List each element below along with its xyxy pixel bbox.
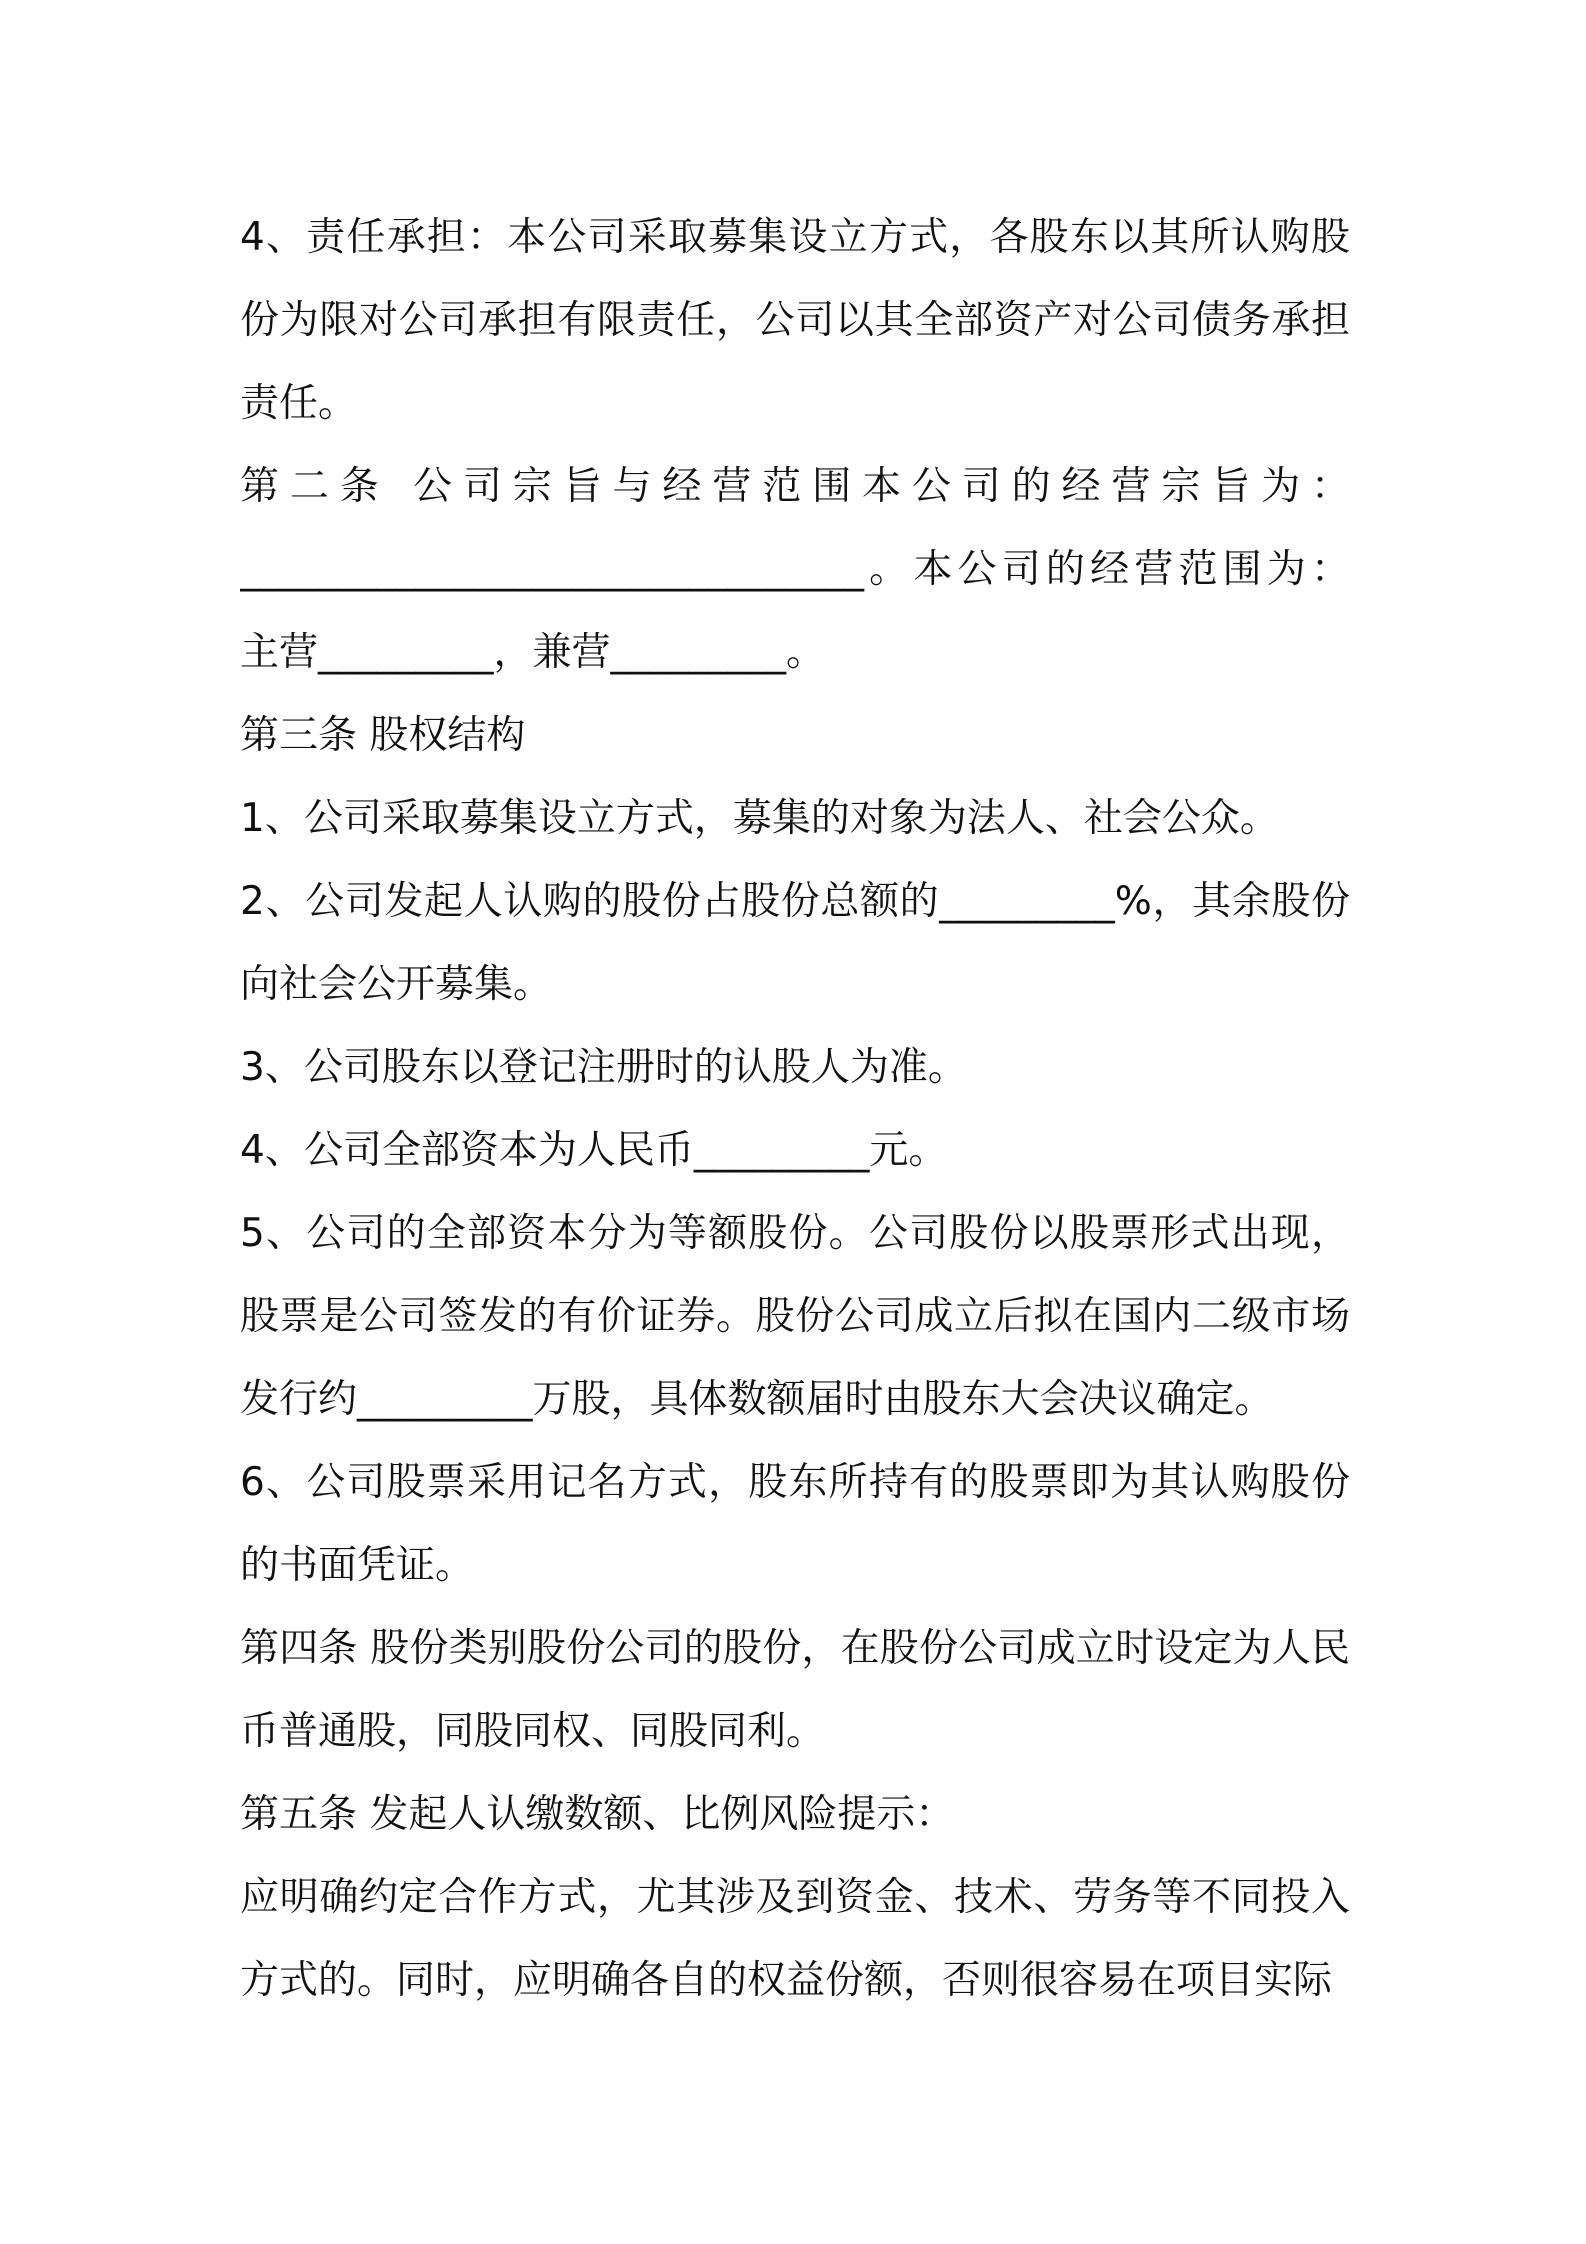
article-4: 第四条 股份类别股份公司的股份，在股份公司成立时设定为人民币普通股，同股同权、同股同利。	[240, 1626, 1350, 1754]
paragraph-3-5: 5、公司的全部资本分为等额股份。公司股份以股票形式出现，股票是公司签发的有价证券。股份公司成立后拟在国内二级市场发行约_________万股，具体数额届时由股东大会决议确定。	[240, 1211, 1350, 1422]
paragraph-3-4: 4、公司全部资本为人民币_________元。	[240, 1128, 948, 1173]
paragraph-3-3: 3、公司股东以登记注册时的认股人为准。	[240, 1045, 967, 1090]
article-3-heading: 第三条 股权结构	[240, 713, 526, 758]
article-2-scope: 主营_________，兼营_________。	[240, 630, 826, 675]
paragraph-3-2: 2、公司发起人认购的股份占股份总额的_________%，其余股份向社会公开募集。	[240, 879, 1350, 1007]
article-2-purpose-blank: ________________________________。本公司的经营范围为：	[240, 547, 1350, 592]
paragraph-liability: 4、责任承担：本公司采取募集设立方式，各股东以其所认购股份为限对公司承担有限责任，公司以其全部资产对公司债务承担责任。	[240, 215, 1350, 426]
paragraph-3-6: 6、公司股票采用记名方式，股东所持有的股票即为其认购股份的书面凭证。	[240, 1460, 1350, 1588]
article-5-heading: 第五条 发起人认缴数额、比例风险提示：	[240, 1792, 955, 1837]
paragraph-3-1: 1、公司采取募集设立方式，募集的对象为法人、社会公众。	[240, 796, 1279, 841]
article-5-body: 应明确约定合作方式，尤其涉及到资金、技术、劳务等不同投入方式的。同时，应明确各自的权益份额，否则很容易在项目实际	[240, 1875, 1350, 2003]
article-2-heading: 第二条 公司宗旨与经营范围本公司的经营宗旨为：	[240, 464, 1350, 509]
document-body	[240, 196, 1350, 2022]
